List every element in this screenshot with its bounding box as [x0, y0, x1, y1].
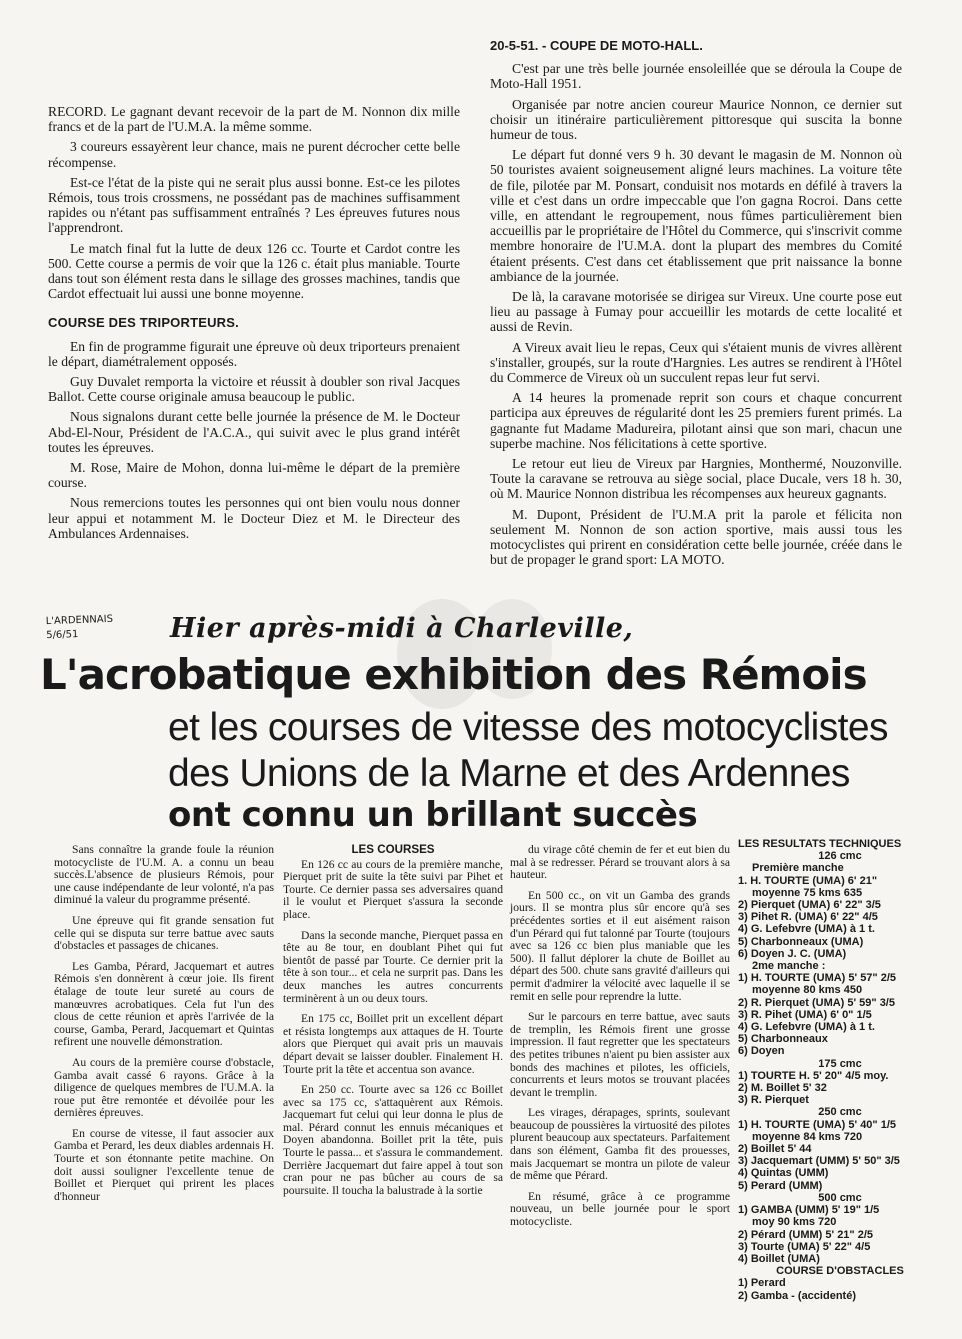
paragraph: Nous signalons durant cette belle journée la présence de M. le Docteur Abd-El-Nour, Président de l'A.C.A., qui suivit avec le plus grand intérêt toutes les épreuves. [48, 409, 460, 455]
paragraph: Est-ce l'état de la piste qui ne serait plus aussi bonne. Est-ce les pilotes Rémois, tous trois crossmens, ne possédant pas de machines suffisamment rapides ou n'étant pas suffisamment entraînés ? Les épreuves futures nous l'apprendront. [48, 174, 460, 236]
paragraph: du virage côté chemin de fer et eut bien du mal à se redresser. Pérard se trouvant alors à sa hauteur. [510, 843, 730, 882]
result-line: 3) R. Pihet (UMA) 6' 0" 1/5 [738, 1008, 872, 1021]
paragraph: En résumé, grâce à ce programme nouveau, un belle journée pour le sport motocycliste. [510, 1189, 730, 1229]
result-line: 4) G. Lefebvre (UMA) à 1 t. [738, 923, 875, 936]
result-line: 5) Perard (UMM) [738, 1179, 823, 1192]
article-column-3 [510, 844, 730, 1237]
results-heading: LES RESULTATS TECHNIQUES [738, 838, 902, 850]
result-line: 6) Doyen [738, 1045, 785, 1058]
paragraph: Le retour eut lieu de Vireux par Hargnies, Monthermé, Nouzonville. Toute la caravane se retrouva au siège social, place Ducale, vers 18 h. 30, où M. Maurice Nonnon distribua les récompenses aux heureux gagnants. [490, 456, 902, 502]
paragraph: M. Rose, Maire de Mohon, donna lui-même le départ de la première course. [48, 460, 460, 491]
paragraph: Les Gamba, Pérard, Jacquemart et autres Rémois s'en donnèrent à cœur joie. Ils firent étalage de toute leur sureté au cours de manœuvres acrobatiques. Cela fut l'un des clous de cette réunion et après l'arrivée de la course, Gamba, Perard, Jacquemart et Quintas refirent une nouvelle démonstration. [54, 959, 274, 1049]
result-line: moyenne 80 kms 450 [752, 984, 863, 997]
paragraph: Nous remercions toutes les personnes qui ont bien voulu nous donner leur appui et notamment M. le Docteur Diez et M. le Directeur des Ambulances Ardennaises. [48, 495, 460, 541]
section-title: LES COURSES [351, 843, 435, 856]
paragraph: Le départ fut donné vers 9 h. 30 devant le magasin de M. Nonnon où 50 touristes avaient soigneusement aligné leurs machines. La voiture tête de file, pilotée par M. Ponsart, conduisit nos motards en défilé à travers la ville et c'est dans un ordre impeccable que l'on gagna Rocroi. Dans cette ville, en attendant le regroupement, nous fûmes particulièrement bien accueillis par le propriétaire de l'Hôtel du Commerce, qui s'inscrivit comme membre honoraire de l'U.M.A. dont la plupart des membres du Comité étaient présents. C'est dans cet établissement que prit naissance la bonne ambiance de la journée. [490, 147, 902, 284]
result-line: Première manche [752, 862, 844, 875]
result-line: 2) Pérard (UMM) 5' 21" 2/5 [738, 1228, 873, 1241]
result-line: 4) G. Lefebvre (UMA) à 1 t. [738, 1021, 875, 1034]
result-line: 2) M. Boillet 5' 32 [738, 1082, 827, 1095]
paragraph: A Vireux avait lieu le repas, Ceux qui s'étaient munis de vivres allèrent s'installer, groupés, sur la route d'Hargnies. Les autres se rendirent à l'Hôtel du Commerce de Vireux où un succulent repas leur fut servi. [490, 339, 902, 386]
article-subheadline: et les courses de vitesse des motocyclistes [168, 706, 888, 749]
paragraph: Dans la seconde manche, Pierquet passa en tête au 8e tour, en doublant Pihet qui fut bientôt de passé par Tourte. Ce dernier prit la tête à son tour... et cela ne surprit pas. Dans les deux manches les autres concurrents terminèrent à un ou deux tours. [283, 928, 503, 1005]
result-line: 5) Charbonneaux [738, 1033, 828, 1046]
paragraph: Les virages, dérapages, sprints, soulevant beaucoup de poussières la virtuosité des pilotes plurent beaucoup aux spectateurs. Parfaitement dans son élément, Gamba fit des prouesses, mais Jacquemart se montra un pilote de valeur de même que Pérard. [510, 1106, 730, 1183]
paragraph: En fin de programme figurait une épreuve où deux triporteurs prenaient le départ, diamétralement opposés. [48, 338, 460, 369]
clipping-source: L'ARDENNAIS [45, 613, 114, 628]
section-title: COURSE DES TRIPORTEURS. [48, 315, 239, 331]
results-list [738, 850, 942, 1302]
result-line: 175 cmc [818, 1057, 862, 1070]
top-right-column [490, 38, 902, 573]
paragraph: Sans connaître la grande foule la réunion motocycliste de l'U.M. A. a connu un beau succès.L'absence de plusieurs Rémois, pour une cause indépendante de leur volonté, n'a pas diminué la valeur du programme présenté. [54, 843, 274, 907]
top-left-column [48, 104, 460, 546]
result-line: 4) Boillet (UMA) [738, 1252, 820, 1265]
result-line: 3) R. Pierquet [738, 1094, 809, 1107]
clipping-date: 5/6/51 [46, 629, 79, 642]
paragraph: En 175 cc, Boillet prit un excellent départ et résista longtemps aux attaques de H. Tourte alors que Pierquet qui avait pris un mauvais départ devait se laisser doubler. Finalement H. Tourte prit la tête et accentua son avance. [283, 1012, 503, 1076]
paragraph: Au cours de la première course d'obstacle, Gamba avait cassé 6 rayons. Grâce à la diligence de quelques membres de l'U.M.A. la roue put être remontée et dévoilée pour les dernières épreuves. [54, 1055, 274, 1120]
result-line: 5) Charbonneaux (UMA) [738, 935, 864, 948]
article-heading: 20-5-51. - COUPE DE MOTO-HALL. [490, 38, 703, 53]
article-headline: L'acrobatique exhibition des Rémois [40, 650, 867, 699]
handwritten-clipping-note [46, 613, 114, 643]
paragraph: En course de vitesse, il faut associer aux Gamba et Perard, les deux diables ardennais H. Tourte et son étonnante petite machine. On doit aussi souligner l'excellente tenue de Boillet et Pierquet qui prirent les places d'honneur [54, 1126, 274, 1203]
result-line: moy 90 kms 720 [752, 1216, 837, 1229]
paragraph: En 500 cc., on vit un Gamba des grands jours. Il se montra plus sûr encore qu'à ses précédentes sorties et il eut aisément raison d'un Pérard qui fut talonné par Tourte (toujours avec sa 126 cc bien plus maniable que les 500). Il fallut déplorer la chute de Boillet au départ des 500. chute sans gravité d'ailleurs qui permit d'admirer la vélocité avec laquelle il se remit en selle pour reprendre la lutte. [510, 888, 730, 1003]
paragraph: De là, la caravane motorisée se dirigea sur Vireux. Une courte pose eut lieu au passage à Fumay pour accueillir les motards de cette localité et aussi de Revin. [490, 289, 902, 335]
paragraph: Sur le parcours en terre battue, avec sauts de tremplin, les Rémois firent une grosse impression. Il faut regretter que les spectateurs des petites tribunes n'aient pu bien assister aux bonds des machines et pilotes, les officiels, concurrents et leurs motos se trouvant placées devant le tremplin. [510, 1010, 730, 1099]
article-kicker: Hier après-midi à Charleville, [170, 613, 634, 644]
result-line: 1) Perard [738, 1277, 786, 1290]
result-line: 4) Quintas (UMM) [738, 1167, 829, 1180]
result-line: 2) Boillet 5' 44 [738, 1143, 812, 1156]
paragraph: Le match final fut la lutte de deux 126 cc. Tourte et Cardot contre les 500. Cette course a permis de voir que la 126 c. était plus maniable. Tourte dans tout son élément resta dans le sillage des grosses machines, tandis que Cardot effectuait lui aussi une bonne moyenne. [48, 240, 460, 302]
result-line: moyenne 84 kms 720 [752, 1130, 863, 1143]
paragraph: C'est par une très belle journée ensoleillée que se déroula la Coupe de Moto-Hall 1951. [490, 61, 902, 92]
paragraph: En 250 cc. Tourte avec sa 126 cc Boillet avec sa 175 cc, s'attaquèrent aux Rémois. Jacquemart fut celui qui leur donna le plus de mal. Pérard connut les ennuis mécaniques et Doyen abandonna. Boillet prit la tête, puis Tourte le passa... et s'assura le commandement. Derrière Jacquemart dut faire appel à tout son cran pour ne pas bûcher au cours de sa poursuite. Il toucha la balustrade à la sortie [283, 1083, 503, 1197]
result-line: 250 cmc [818, 1106, 862, 1119]
paragraph: RECORD. Le gagnant devant recevoir de la part de M. Nonnon dix mille francs et de la part de l'U.M.A. la même somme. [48, 104, 460, 135]
result-line: 2) Gamba - (accidenté) [738, 1289, 856, 1302]
paragraph: Guy Duvalet remporta la victoire et réussit à doubler son rival Jacques Ballot. Cette course originale amusa beaucoup le public. [48, 374, 460, 405]
result-line: 2) R. Pierquet (UMA) 5' 59" 3/5 [738, 996, 895, 1009]
result-line: 2) Pierquet (UMA) 6' 22" 3/5 [738, 899, 881, 912]
paragraph: M. Dupont, Président de l'U.M.A prit la parole et félicita non seulement M. Nonnon de son action sportive, mais aussi tous les motocyclistes qui prirent en considération cette belle journée, créée dans le but de propager le grand sport: LA MOTO. [490, 506, 902, 568]
result-line: 1) GAMBA (UMM) 5' 19" 1/5 [738, 1204, 880, 1217]
article-subheadline-bold: ont connu un brillant succès [168, 795, 698, 835]
result-line: 1) H. TOURTE (UMA) 5' 40" 1/5 [738, 1118, 896, 1131]
result-line: 1) TOURTE H. 5' 20" 4/5 moy. [738, 1069, 889, 1082]
result-line: moyenne 75 kms 635 [752, 886, 863, 899]
paragraph: Organisée par notre ancien coureur Maurice Nonnon, ce dernier sut choisir un itinéraire particulièrement pittoresque qui suscita la bonne humeur de tous. [490, 96, 902, 143]
result-line: 2me manche : [752, 960, 826, 973]
result-line: 1. H. TOURTE (UMA) 6' 21" [738, 874, 878, 887]
result-line: 1) H. TOURTE (UMA) 5' 57" 2/5 [738, 972, 896, 985]
paragraph: En 126 cc au cours de la première manche, Pierquet prit de suite la tête suivi par Pihet et Tourte. Ce dernier passa ses adversaires quand il le voulut et Pierquet s'assura la seconde place. [283, 857, 503, 921]
result-line: 3) Tourte (UMA) 5' 22" 4/5 [738, 1240, 871, 1253]
result-line: 3) Pihet R. (UMA) 6' 22" 4/5 [738, 911, 878, 924]
result-line: 500 cmc [818, 1191, 862, 1204]
article-column-2 [283, 844, 503, 1205]
paragraph: 3 coureurs essayèrent leur chance, mais ne purent décrocher cette belle récompense. [48, 139, 460, 170]
result-line: COURSE D'OBSTACLES [776, 1265, 904, 1278]
result-line: 3) Jacquemart (UMM) 5' 50" 3/5 [738, 1155, 900, 1168]
paragraph: A 14 heures la promenade reprit son cours et chaque concurrent participa aux épreuves de régularité dont les 25 premiers furent primés. La gagnante fut Madame Madureira, pilotant ainsi que son mari, chacun une superbe machine. Nos félicitations à cette sportive. [490, 390, 902, 451]
result-line: 126 cmc [818, 850, 862, 863]
result-line: 6) Doyen J. C. (UMA) [738, 947, 847, 960]
paragraph: Une épreuve qui fit grande sensation fut celle qui se disputa sur terre battue avec sauts d'obstacles et passages de chicanes. [54, 913, 274, 953]
article-subheadline: des Unions de la Marne et des Ardennes [168, 752, 850, 795]
article-column-1 [54, 844, 274, 1211]
results-column [738, 838, 942, 1302]
